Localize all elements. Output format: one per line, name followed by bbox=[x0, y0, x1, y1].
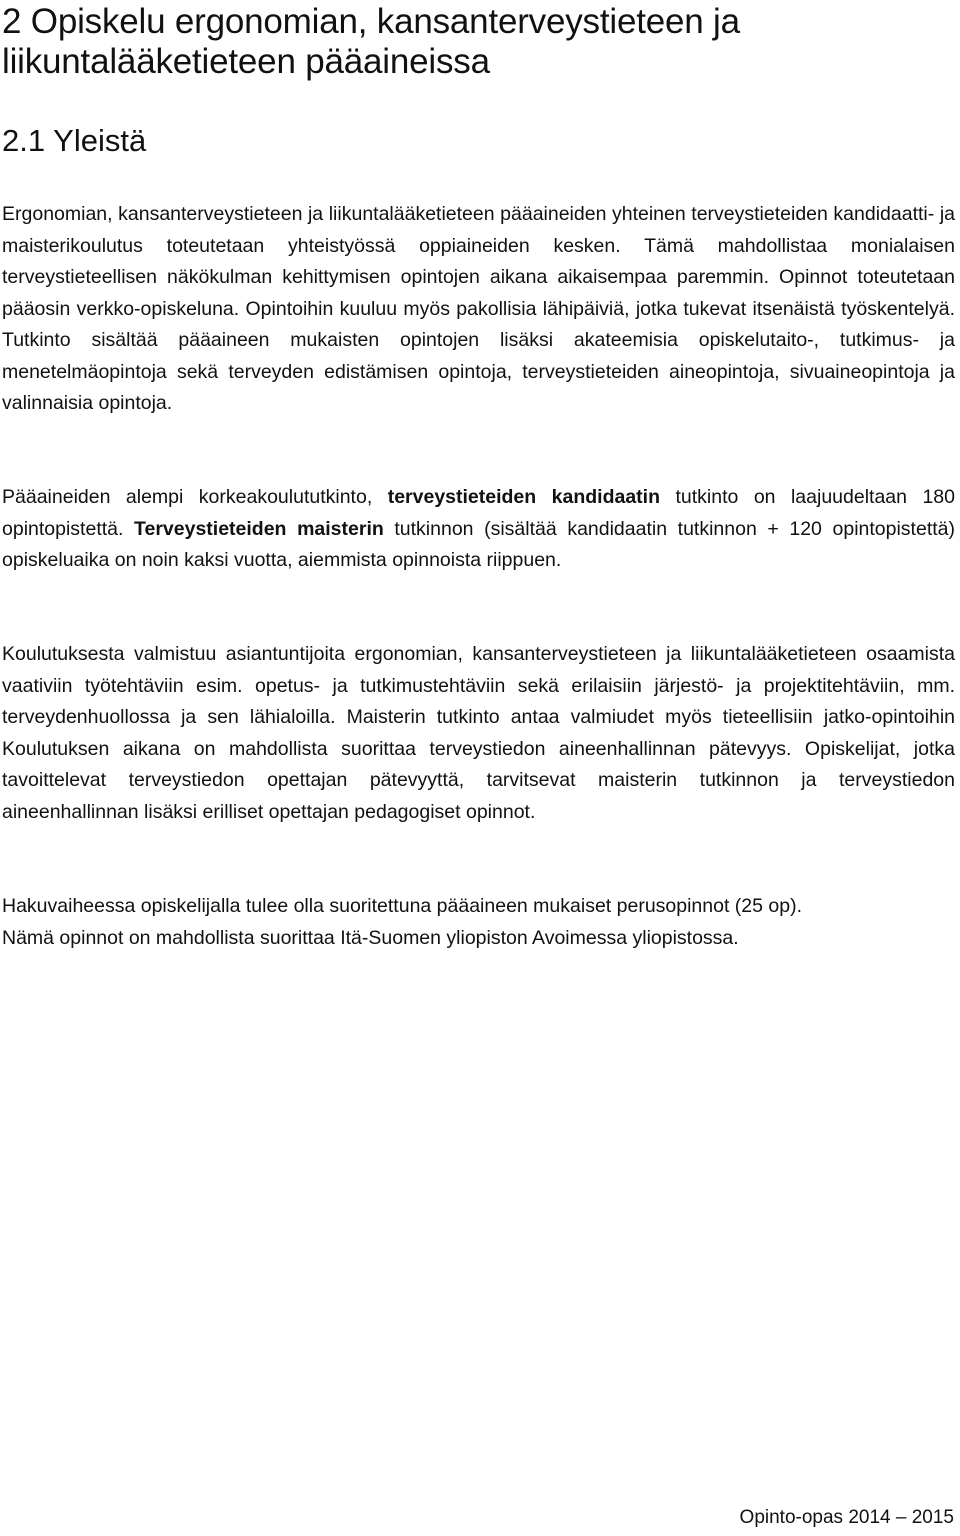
paragraph-careers: Koulutuksesta valmistuu asiantuntijoita ergonomian, kansanterveystieteen ja liikuntalääketieteen osaamista vaativiin työtehtäviin esim. opetus- ja tutkimustehtäviin sekä erilaisiin järjestö- ja projektitehtäviin, mm. terveydenhuollossa ja sen lähialoilla. Maisterin tutkinto antaa valmiudet myös tieteellisiin jatko-opintoihin Koulutuksen aikana on mahdollista suorittaa terveystiedon aineenhallinnan pätevyys. Opiskelijat, jotka tavoittelevat terveystiedon opettajan pätevyyttä, tarvitsevat maisterin tutkinnon ja terveystiedon aineenhallinnan lisäksi erilliset opettajan pedagogiset opinnot. bbox=[2, 643, 955, 823]
paragraph-general: Ergonomian, kansanterveystieteen ja liikuntalääketieteen pääaineiden yhteinen terveystieteiden kandidaatti- ja maisterikoulutus toteutetaan yhteistyössä oppiaineiden kesken. Tämä mahdollistaa monialaisen terveystieteellisen näkökulman kehittymisen opintojen aikana aikaisempaa paremmin. Opinnot toteutetaan pääosin verkko-opiskeluna. Opintoihin kuuluu myös pakollisia lähipäiviä, jotka tukevat itsenäistä työskentelyä. Tutkinto sisältää pääaineen mukaisten opintojen lisäksi akateemisia opiskelutaito-, tutkimus- ja menetelmäopintoja sekä terveyden edistämisen opintoja, terveystieteiden aineopintoja, sivuaineopintoja ja valinnaisia opintoja. bbox=[2, 203, 955, 414]
paragraph-text: tutkinnon (sisältää kandidaatin tutkinnon + 120 opintopistettä) opiskeluaika on noin kaksi vuotta, aiemmista opinnoista riippuen. bbox=[2, 517, 955, 571]
page-footer: Opinto-opas 2014 – 2015 bbox=[739, 1507, 954, 1528]
bold-term-bachelor: terveystieteiden kandidaatin bbox=[387, 486, 661, 508]
section-heading: 2.1 Yleistä bbox=[2, 123, 147, 158]
bold-term-master: Terveystieteiden maisterin bbox=[134, 517, 384, 540]
chapter-heading: 2 Opiskelu ergonomian, kansanterveystieteen ja liikuntalääketieteen pääaineissa bbox=[2, 2, 740, 81]
paragraph-admission bbox=[2, 891, 955, 954]
paragraph-line: Hakuvaiheessa opiskelijalla tulee olla suoritettuna pääaineen mukaiset perusopinnot (25 op). bbox=[2, 895, 803, 917]
paragraph-text: Pääaineiden alempi korkeakoulututkinto, bbox=[2, 486, 388, 508]
paragraph-text: tutkinto on laajuudeltaan 180 opintopistettä. bbox=[2, 486, 955, 540]
paragraph-degrees bbox=[2, 482, 955, 577]
paragraph-line: Nämä opinnot on mahdollista suorittaa Itä-Suomen yliopiston Avoimessa yliopistossa. bbox=[2, 926, 739, 949]
